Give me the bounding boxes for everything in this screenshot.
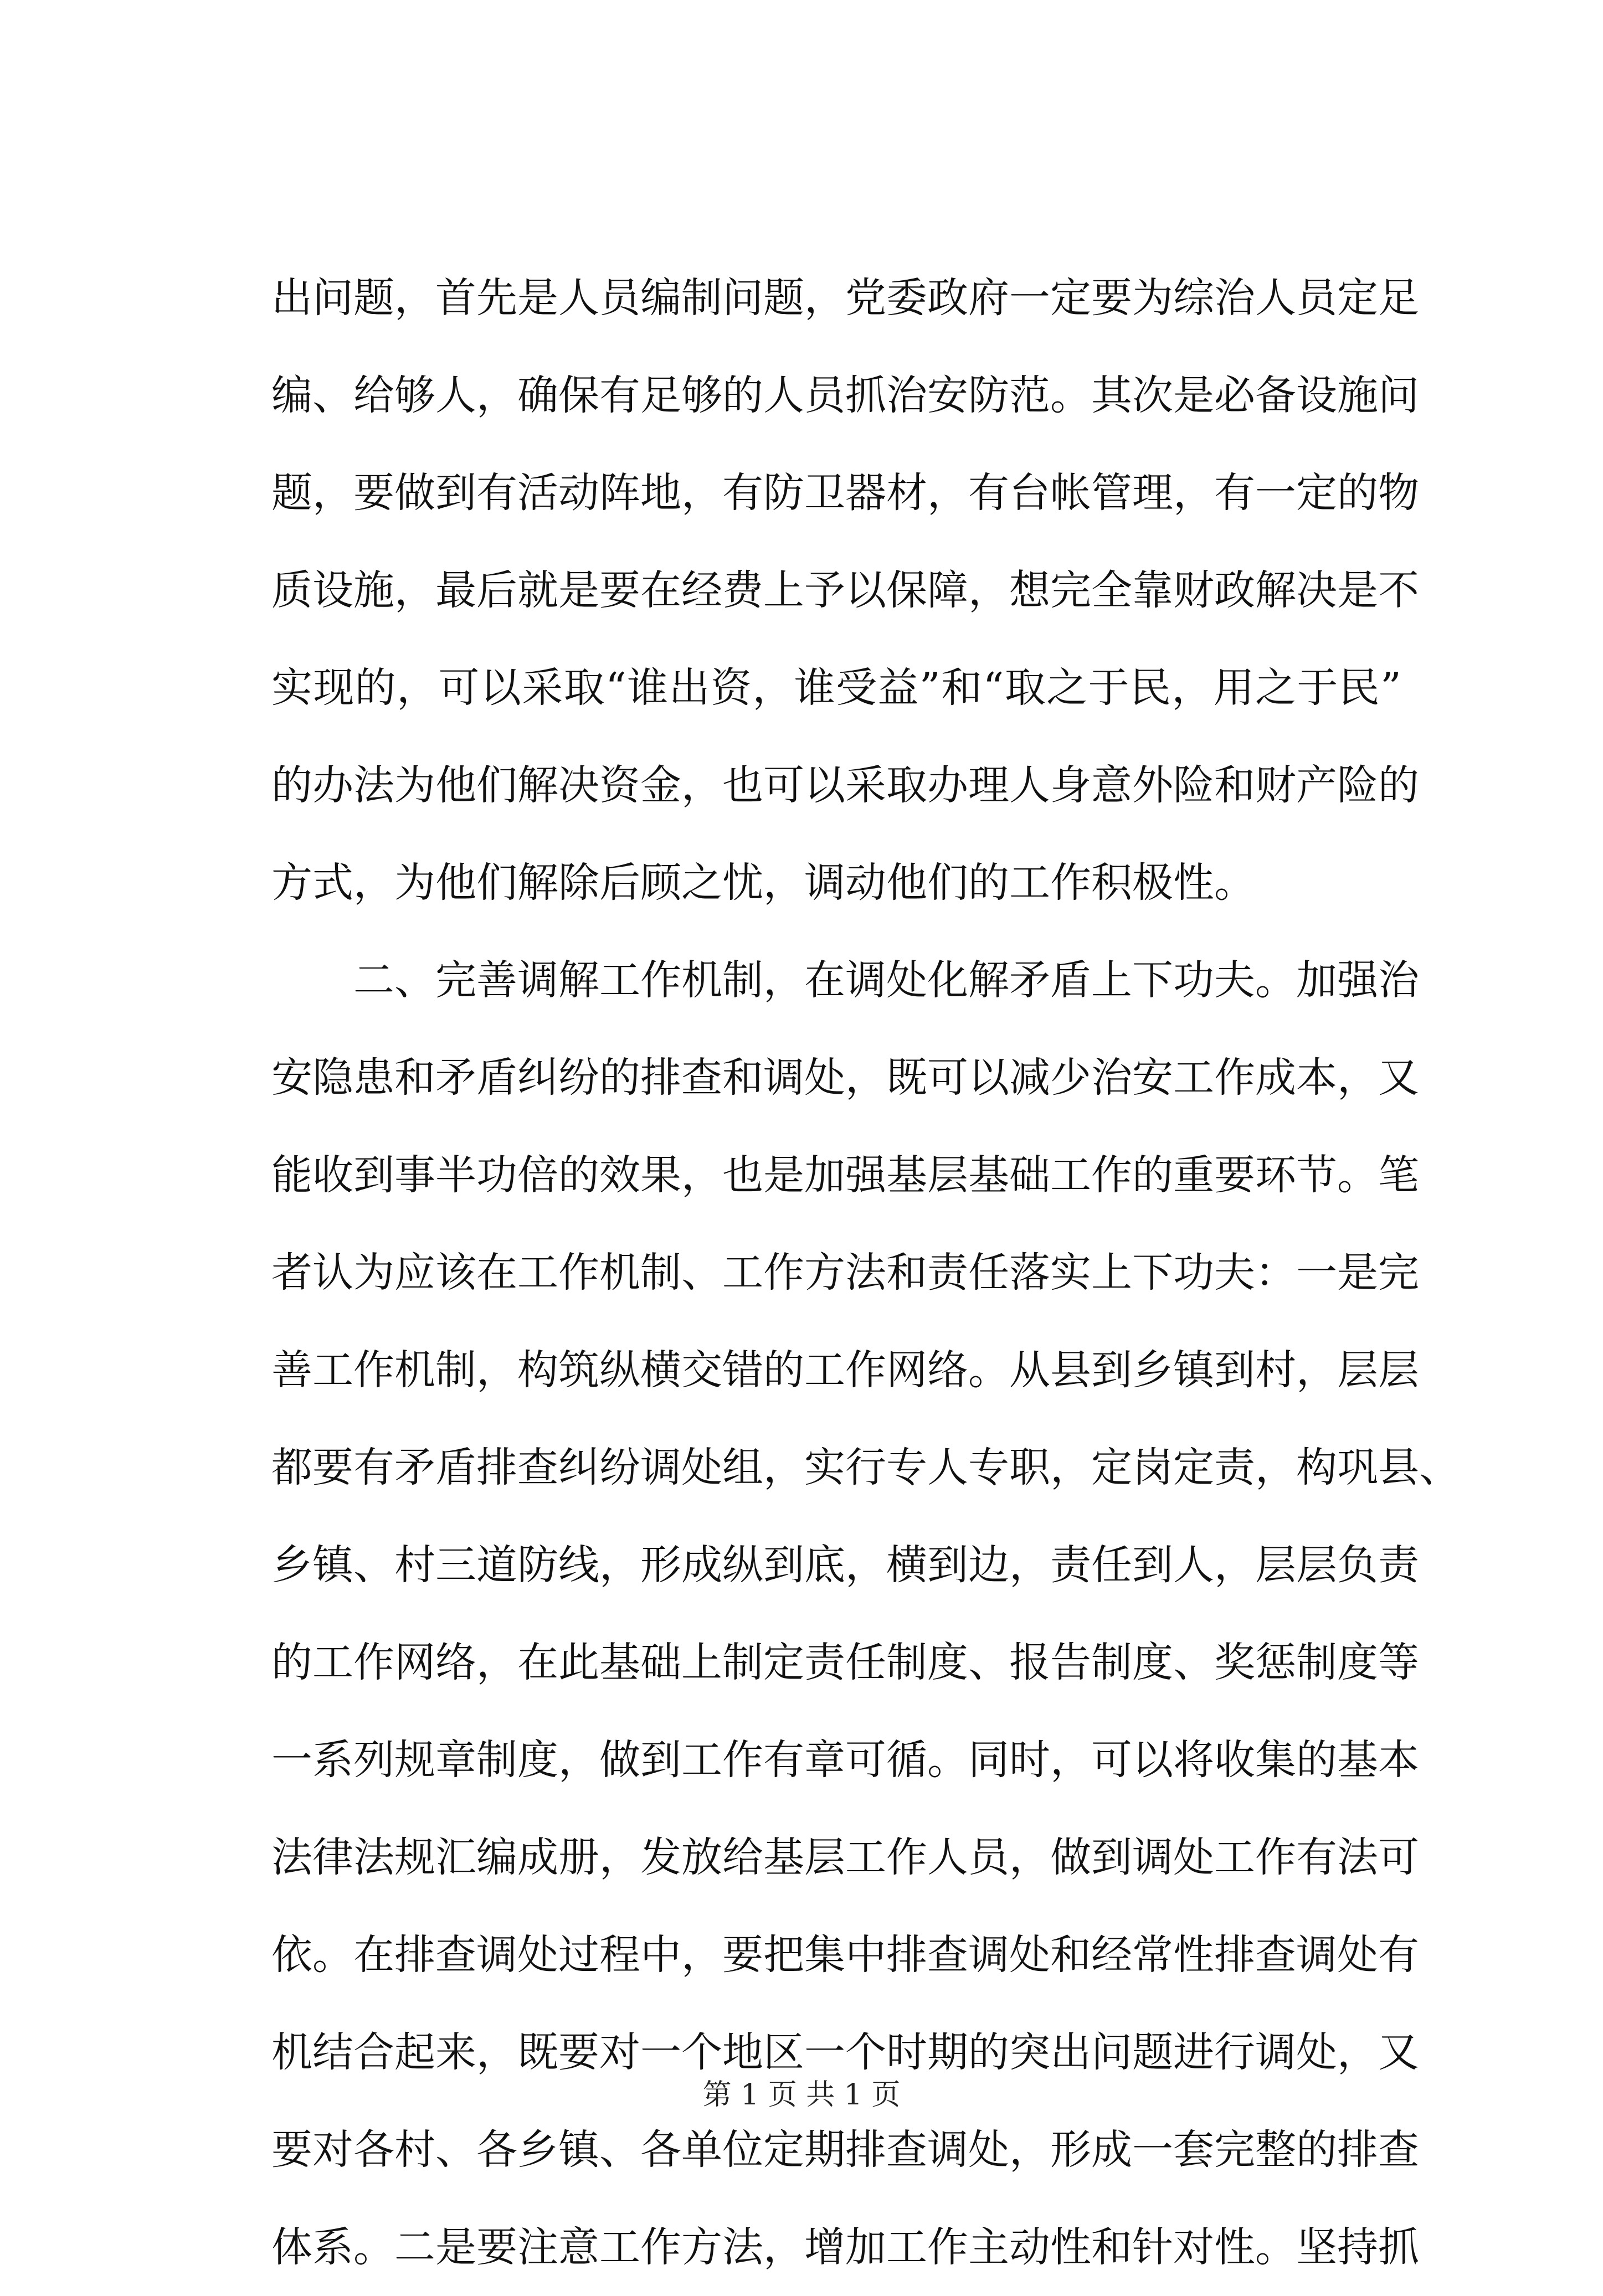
text-line: 质设施，最后就是要在经费上予以保障，想完全靠财政解决是不: [271, 567, 1419, 614]
text-line: 二、完善调解工作机制，在调处化解矛盾上下功夫。加强治: [271, 956, 1419, 1004]
text-line: 依。在排查调处过程中，要把集中排查调处和经常性排查调处有: [271, 1931, 1419, 1979]
text-line: 编、给够人，确保有足够的人员抓治安防范。其次是必备设施问: [271, 372, 1419, 419]
text-line: 要对各村、各乡镇、各单位定期排查调处，形成一套完整的排查: [271, 2126, 1419, 2174]
text-line: 乡镇、村三道防线，形成纵到底，横到边，责任到人，层层负责: [271, 1541, 1419, 1589]
text-line: 的办法为他们解决资金，也可以采取办理人身意外险和财产险的: [271, 761, 1419, 809]
text-line: 善工作机制，构筑纵横交错的工作网络。从县到乡镇到村，层层: [271, 1346, 1419, 1394]
text-line: 方式，为他们解除后顾之忧，调动他们的工作积极性。: [271, 859, 1255, 907]
text-line: 体系。二是要注意工作方法，增加工作主动性和针对性。坚持抓: [271, 2223, 1419, 2271]
text-line: 题，要做到有活动阵地，有防卫器材，有台帐管理，有一定的物: [271, 469, 1419, 517]
text-line: 出问题，首先是人员编制问题，党委政府一定要为综治人员定足: [271, 274, 1419, 322]
text-line: 能收到事半功倍的效果，也是加强基层基础工作的重要环节。笔: [271, 1151, 1419, 1199]
document-body: [271, 249, 1460, 2296]
text-line: 者认为应该在工作机制、工作方法和责任落实上下功夫：一是完: [271, 1249, 1419, 1296]
page-footer: 第 1 页 共 1 页: [702, 2078, 901, 2112]
text-line: 一系列规章制度，做到工作有章可循。同时，可以将收集的基本: [271, 1736, 1419, 1784]
text-line: 安隐患和矛盾纠纷的排查和调处，既可以减少治安工作成本，又: [271, 1054, 1419, 1101]
text-line: 法律法规汇编成册，发放给基层工作人员，做到调处工作有法可: [271, 1834, 1419, 1881]
text-line: 的工作网络，在此基础上制定责任制度、报告制度、奖惩制度等: [271, 1639, 1419, 1686]
text-line: 机结合起来，既要对一个地区一个时期的突出问题进行调处，又: [271, 2029, 1419, 2076]
text-line: 都要有矛盾排查纠纷调处组，实行专人专职，定岗定责，构巩县、: [271, 1444, 1460, 1491]
text-line: 实现的，可以采取“谁出资，谁受益”和“取之于民，用之于民”: [271, 664, 1401, 712]
